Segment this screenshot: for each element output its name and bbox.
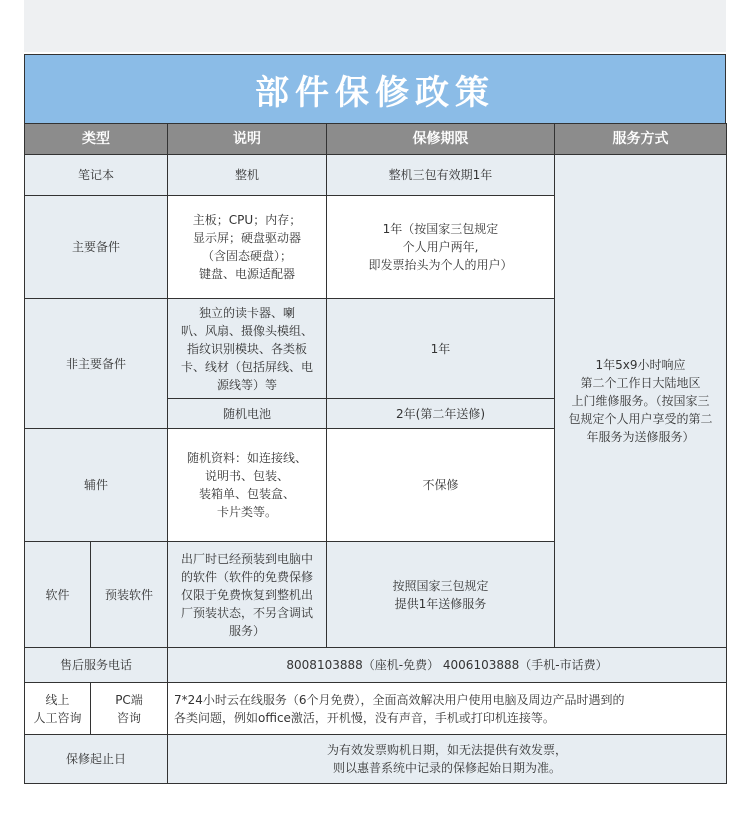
table-row [25,735,727,784]
software-desc: 出厂时已经预装到电脑中 的软件（软件的免费保修 仅限于免费恢复到整机出 厂预装状态，不另含调试 服务） [168,542,327,648]
warranty-table [24,123,727,784]
start-date-value: 为有效发票购机日期，如无法提供有效发票， 则以惠普系统中记录的保修起始日期为准。 [168,735,727,784]
nonmain-parts-period: 1年 [327,299,555,399]
title-banner [24,54,726,124]
online-value: 7*24小时云在线服务（6个月免费），全面高效解决用户使用电脑及周边产品时遇到的 各类问题，例如office激活，开机慢，没有声音，手机或打印机连接等。 [168,683,727,735]
table-row [25,648,727,683]
top-band [24,0,726,52]
header-type: 类型 [25,124,168,155]
notebook-type: 笔记本 [25,155,168,196]
service-method: 1年5x9小时响应 第二个工作日大陆地区 上门维修服务。（按国家三 包规定个人用户享受的第二 年服务为送修服务） [555,155,727,648]
software-type: 软件 [25,542,91,648]
header-period: 保修期限 [327,124,555,155]
start-date-label: 保修起止日 [25,735,168,784]
table-header-row [25,124,727,155]
accessory-period: 不保修 [327,429,555,542]
notebook-period: 整机三包有效期1年 [327,155,555,196]
header-description: 说明 [168,124,327,155]
page-title: 部件保修政策 [255,72,495,113]
accessory-type: 辅件 [25,429,168,542]
table-row [25,155,727,196]
main-parts-period: 1年（按国家三包规定 个人用户两年, 即发票抬头为个人的用户） [327,196,555,299]
hotline-value: 8008103888（座机-免费） 4006103888（手机-市话费） [168,648,727,683]
accessory-desc: 随机资料：如连接线、 说明书、包装、 装箱单、包装盒、 卡片类等。 [168,429,327,542]
hotline-label: 售后服务电话 [25,648,168,683]
notebook-desc: 整机 [168,155,327,196]
header-service: 服务方式 [555,124,727,155]
online-sublabel: PC端 咨询 [91,683,168,735]
online-label: 线上 人工咨询 [25,683,91,735]
nonmain-parts-type: 非主要备件 [25,299,168,429]
main-parts-desc: 主板；CPU；内存； 显示屏；硬盘驱动器 （含固态硬盘）； 键盘、电源适配器 [168,196,327,299]
software-subtype: 预装软件 [91,542,168,648]
main-parts-type: 主要备件 [25,196,168,299]
battery-period: 2年(第二年送修) [327,399,555,429]
software-period: 按照国家三包规定 提供1年送修服务 [327,542,555,648]
battery-desc: 随机电池 [168,399,327,429]
table-row [25,683,727,735]
nonmain-parts-desc: 独立的读卡器、喇 叭、风扇、摄像头模组、 指纹识别模块、各类板 卡、线材（包括屏线、电 源线等）等 [168,299,327,399]
